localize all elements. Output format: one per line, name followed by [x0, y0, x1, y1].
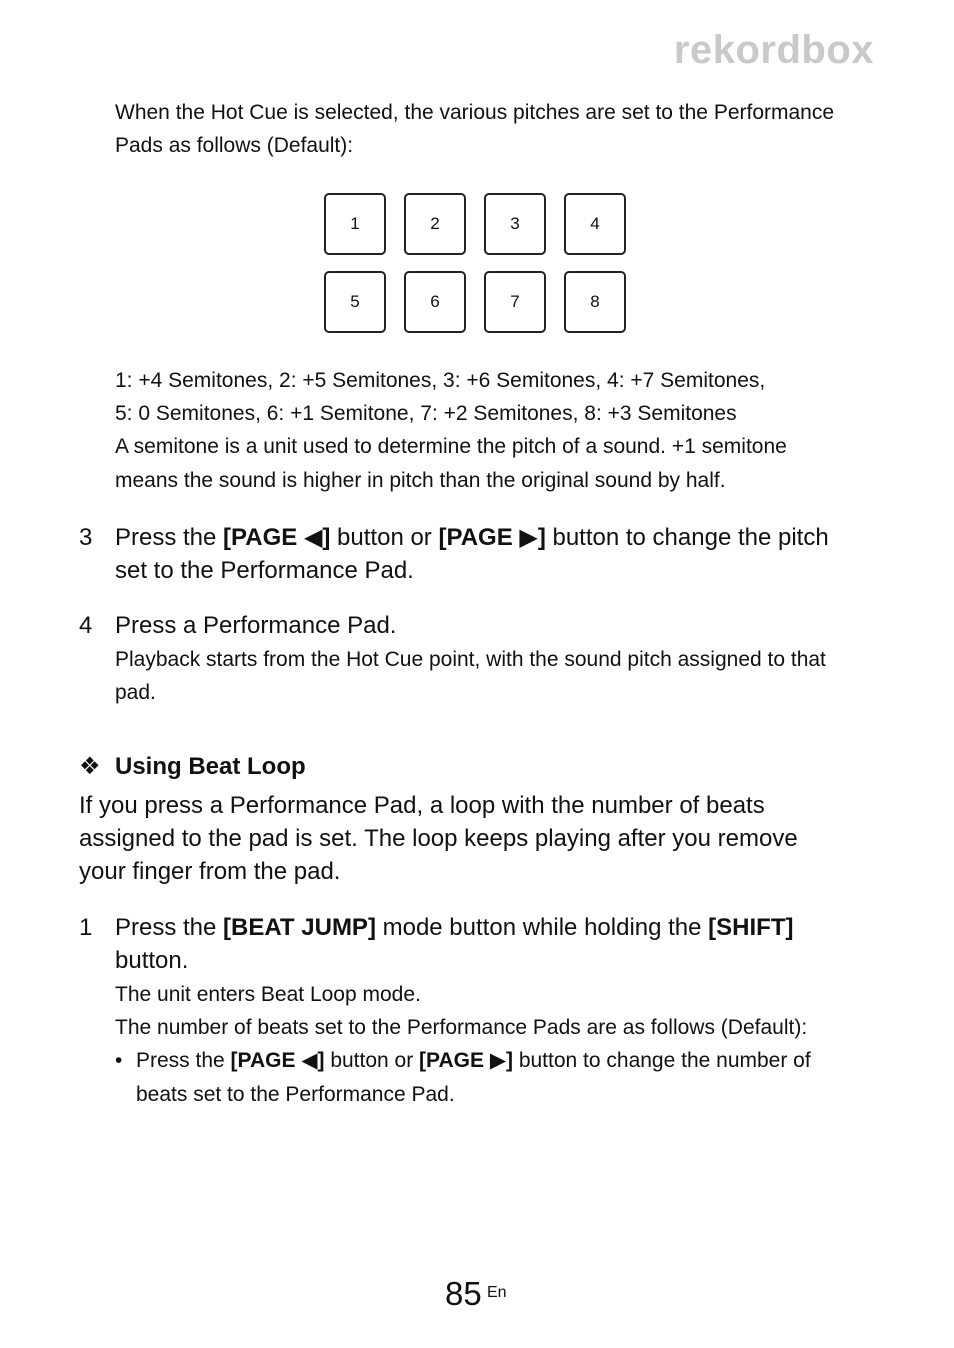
pad-7: 7 [484, 271, 546, 333]
pad-diagram [324, 193, 630, 336]
pad-4: 4 [564, 193, 626, 255]
intro-line-1: When the Hot Cue is selected, the various pitches are set to the Performance [115, 101, 835, 124]
bullet-t2: button or [324, 1049, 420, 1072]
page-language: En [487, 1284, 507, 1301]
step-3-t2: button or [330, 524, 439, 551]
pad-3: 3 [484, 193, 546, 255]
step-1-t2: mode button while holding the [375, 914, 709, 941]
step-4-sub-1: Playback starts from the Hot Cue point, with the sound pitch assigned to that [115, 648, 826, 671]
step-4-number: 4 [79, 612, 93, 639]
semitones-line-2: 5: 0 Semitones, 6: +1 Semitone, 7: +2 Semitones, 8: +3 Semitones [115, 402, 737, 425]
intro-line-2: Pads as follows (Default): [115, 134, 354, 157]
section-heading [79, 750, 306, 783]
pad-8: 8 [564, 271, 626, 333]
step-3-line-2: set to the Performance Pad. [115, 557, 414, 584]
step-3-t3: button to change the pitch [545, 524, 829, 551]
brand-logo: rekordbox [673, 28, 874, 72]
bullet-text [136, 1044, 876, 1078]
section-line-1: If you press a Performance Pad, a loop with the number of beats [79, 792, 765, 819]
step-3-text [115, 521, 915, 554]
bullet-line-2: beats set to the Performance Pad. [136, 1083, 455, 1106]
semitones-line-4: means the sound is higher in pitch than the original sound by half. [115, 469, 726, 492]
step-4-sub-2: pad. [115, 681, 156, 704]
step-1-t1: Press the [115, 914, 224, 941]
beat-jump-label: [BEAT JUMP] [223, 914, 376, 941]
semitones-line-1: 1: +4 Semitones, 2: +5 Semitones, 3: +6 Semitones, 4: +7 Semitones, [115, 369, 766, 392]
pad-6: 6 [404, 271, 466, 333]
pad-5: 5 [324, 271, 386, 333]
pad-1: 1 [324, 193, 386, 255]
page-number: 85 [445, 1275, 482, 1312]
section-line-2: assigned to the pad is set. The loop keeps playing after you remove [79, 825, 798, 852]
bullet-page-left-label: [PAGE ◀] [230, 1049, 325, 1072]
bullet-t3: button to change the number of [512, 1049, 811, 1072]
section-title: Using Beat Loop [115, 753, 306, 780]
shift-label: [SHIFT] [708, 914, 794, 941]
section-line-3: your finger from the pad. [79, 858, 341, 885]
semitones-line-3: A semitone is a unit used to determine the pitch of a sound. +1 semitone [115, 435, 787, 458]
page-right-label: [PAGE ▶] [438, 524, 546, 551]
step-1-sub-2: The number of beats set to the Performance Pads are as follows (Default): [115, 1016, 808, 1039]
step-1-line-2: button. [115, 947, 189, 974]
page-left-label: [PAGE ◀] [223, 524, 331, 551]
bullet-icon: • [115, 1049, 123, 1072]
step-1-text [115, 911, 915, 944]
diamond-icon: ❖ [79, 753, 101, 780]
bullet-t1: Press the [136, 1049, 231, 1072]
step-1-number: 1 [79, 914, 93, 941]
step-3-number: 3 [79, 524, 93, 551]
bullet-page-right-label: [PAGE ▶] [419, 1049, 513, 1072]
step-3-t1: Press the [115, 524, 224, 551]
pad-2: 2 [404, 193, 466, 255]
step-1-sub-1: The unit enters Beat Loop mode. [115, 983, 421, 1006]
step-4-text: Press a Performance Pad. [115, 612, 397, 639]
